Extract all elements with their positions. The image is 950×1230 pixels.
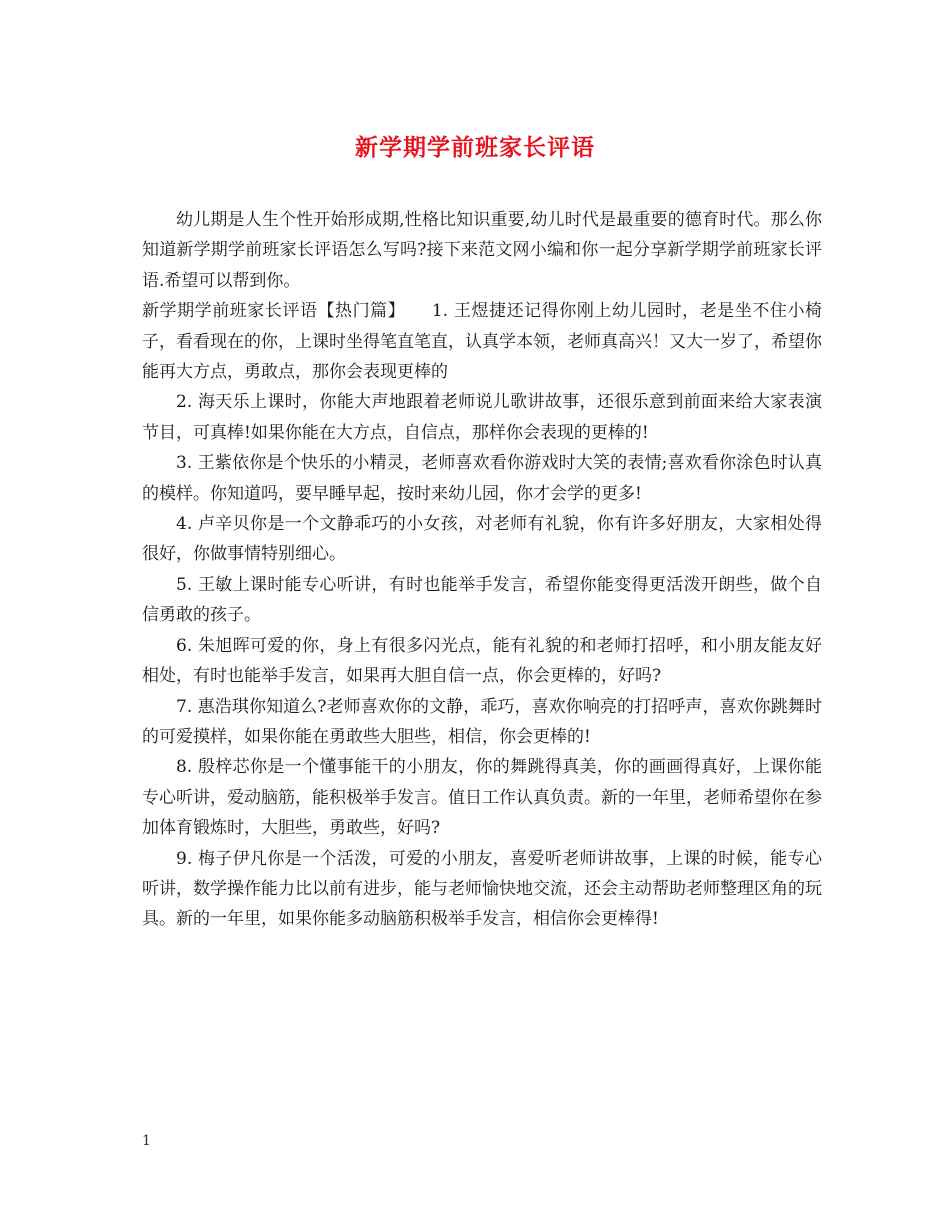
paragraph-comment-3: 3. 王紫依你是个快乐的小精灵，老师喜欢看你游戏时大笑的表情;喜欢看你涂色时认真的模样。你知道吗，要早睡早起，按时来幼儿园，你才会学的更多! [142, 453, 822, 504]
paragraph-section-heading: 新学期学前班家长评语【热门篇】 1. 王煜捷还记得你刚上幼儿园时，老是坐不住小椅子，看看现在的你，上课时坐得笔直笔直，认真学本领，老师真高兴！又大一岁了，希望你能再大方点，勇敢点，那你会表现更棒的 [142, 301, 822, 383]
paragraph-comment-6: 6. 朱旭晖可爱的你，身上有很多闪光点，能有礼貌的和老师打招呼，和小朋友能友好相处，有时也能举手发言，如果再大胆自信一点，你会更棒的，好吗? [142, 635, 822, 687]
document-body [142, 205, 822, 935]
document-title: 新学期学前班家长评语 [355, 134, 595, 161]
page-number: 1 [142, 1133, 151, 1149]
paragraph-comment-5: 5. 王敏上课时能专心听讲，有时也能举手发言，希望你能变得更活泼开朗些，做个自信勇敢的孩子。 [142, 574, 822, 626]
paragraph-comment-7: 7. 惠浩琪你知道么?老师喜欢你的文静，乖巧，喜欢你响亮的打招呼声，喜欢你跳舞时的可爱摸样，如果你能在勇敢些大胆些，相信，你会更棒的! [142, 696, 822, 747]
paragraph-comment-8: 8. 殷梓芯你是一个懂事能干的小朋友，你的舞跳得真美，你的画画得真好，上课你能专心听讲，爱动脑筋，能积极举手发言。值日工作认真负责。新的一年里，老师希望你在参加体育锻炼时，大胆些，勇敢些，好吗? [142, 757, 822, 839]
paragraph-comment-9: 9. 梅子伊凡你是一个活泼，可爱的小朋友，喜爱听老师讲故事，上课的时候，能专心听讲，数学操作能力比以前有进步，能与老师愉快地交流，还会主动帮助老师整理区角的玩具。新的一年里，如果你能多动脑筋积极举手发言，相信你会更棒得! [142, 848, 822, 930]
paragraph-comment-2: 2. 海天乐上课时，你能大声地跟着老师说儿歌讲故事，还很乐意到前面来给大家表演节目，可真棒!如果你能在大方点，自信点，那样你会表现的更棒的! [142, 392, 822, 443]
paragraph-comment-4: 4. 卢辛贝你是一个文静乖巧的小女孩，对老师有礼貌，你有许多好朋友，大家相处得很好，你做事情特别细心。 [142, 514, 822, 565]
paragraph-intro: 幼儿期是人生个性开始形成期,性格比知识重要,幼儿时代是最重要的德育时代。那么你知道新学期学前班家长评语怎么写吗?接下来范文网小编和你一起分享新学期学前班家长评语.希望可以帮到你。 [142, 210, 822, 291]
